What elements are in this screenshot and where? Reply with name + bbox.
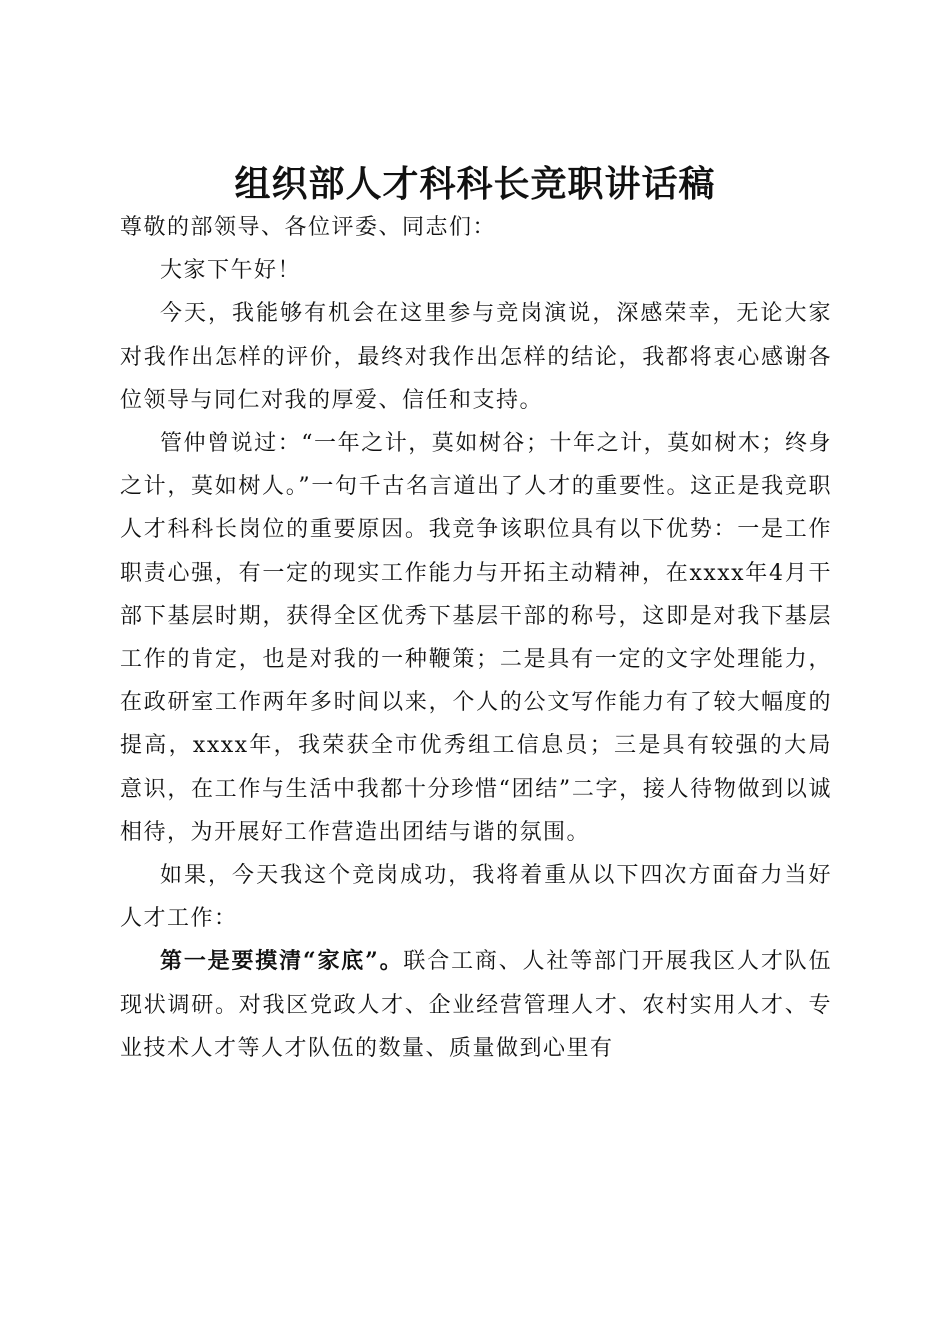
paragraph-plan-intro: 如果，今天我这个竞岗成功，我将着重从以下四次方面奋力当好人才工作： xyxy=(120,863,832,932)
document-title: 组织部人才科科长竞职讲话稿 xyxy=(234,163,716,206)
paragraph-opening: 今天，我能够有机会在这里参与竞岗演说，深感荣幸，无论大家对我作出怎样的评价，最终对我作出怎样的结论，我都将衷心感谢各位领导与同仁对我的厚爱、信任和支持。 xyxy=(120,301,832,413)
paragraph-advantages: 管仲曾说过：“一年之计，莫如树谷；十年之计，莫如树木；终身之计，莫如树人。”一句千古名言道出了人才的重要性。这正是我竞职人才科科长岗位的重要原因。我竞争该职位具有以下优势：一是工作职责心强，有一定的现实工作能力与开拓主动精神，在xxxx年4月干部下基层时期，获得全区优秀下基层干部的称号，这即是对我下基层工作的肯定，也是对我的一种鞭策；二是具有一定的文字处理能力，在政研室工作两年多时间以来，个人的公文写作能力有了较大幅度的提高，xxxx年，我荣获全市优秀组工信息员；三是具有较强的大局意识，在工作与生活中我都十分珍惜“团结”二字，接人待物做到以诚相待，为开展好工作营造出团结与谐的氛围。 xyxy=(120,431,832,845)
paragraph-first-point xyxy=(120,940,832,1070)
first-point-lead: 第一是要摸清“家底”。 xyxy=(160,948,404,975)
greeting: 大家下午好！ xyxy=(160,258,302,284)
salutation: 尊敬的部领导、各位评委、同志们： xyxy=(120,215,497,240)
first-point-text: 联合工商、人社等部门开展我区人才队伍现状调研。对我区党政人才、企业经营管理人才、农村实用人才、专业技术人才等人才队伍的数量、质量做到心里有 xyxy=(120,949,832,1061)
document-body xyxy=(120,206,832,1070)
